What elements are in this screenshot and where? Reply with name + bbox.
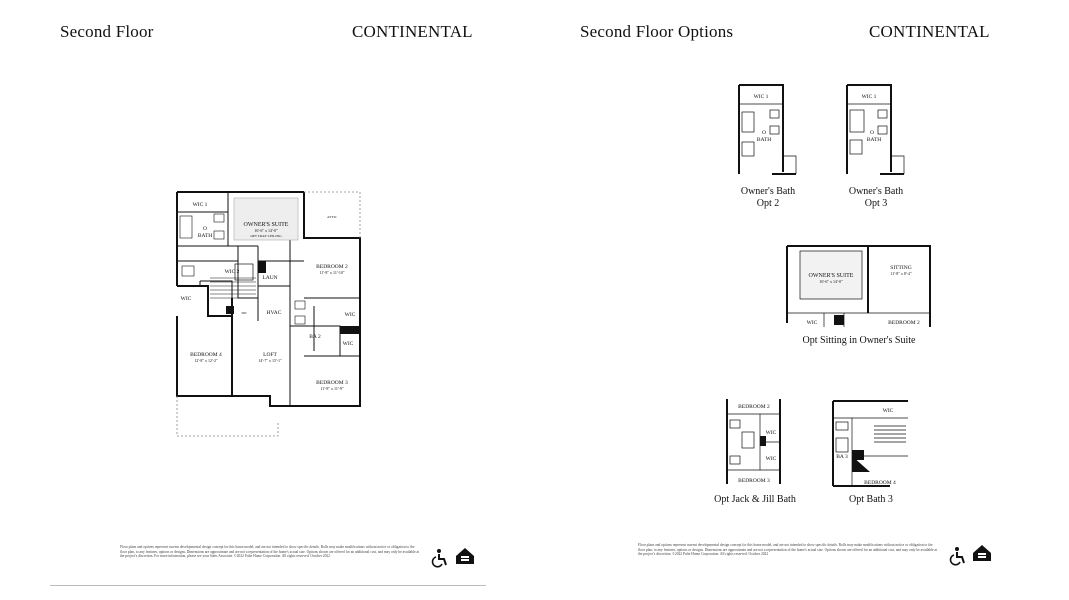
accessibility-icon bbox=[430, 548, 448, 568]
caption-owners-bath-opt2 bbox=[728, 186, 808, 210]
room-loft-dim: 14'-7" x 15'-1" bbox=[258, 358, 282, 363]
room-bedroom4-label: BEDROOM 4 bbox=[190, 352, 222, 358]
b3-bedroom4-label: BEDROOM 4 bbox=[864, 480, 896, 486]
room-bedroom2-label: BEDROOM 2 bbox=[316, 264, 348, 270]
second-floor-plan bbox=[170, 186, 370, 440]
sitting-room-dim: 11'-8" x 8'-4" bbox=[890, 271, 912, 276]
caption-line1: Owner's Bath bbox=[848, 186, 904, 197]
sitting-wic-label: WIC bbox=[806, 320, 818, 326]
opt3-bath-label: BATH bbox=[866, 137, 882, 143]
room-wic2-label: WIC 2 bbox=[224, 269, 240, 275]
brand-name: CONTINENTAL bbox=[869, 22, 990, 41]
second-floor-page bbox=[0, 0, 534, 600]
room-bath-label: O bbox=[203, 226, 207, 232]
opt2-bath-label: BATH bbox=[756, 137, 772, 143]
opt3-bath-o: O bbox=[870, 130, 874, 136]
opt-jack-jill-plan bbox=[724, 396, 786, 488]
room-bath-label-2: BATH bbox=[197, 233, 213, 239]
equal-housing-icon bbox=[971, 543, 993, 565]
room-bedroom2-dim: 11'-8" x 11'-10" bbox=[319, 270, 345, 275]
caption-owners-bath-opt3 bbox=[836, 186, 916, 210]
room-bedroom4-dim: 12'-8" x 12'-2" bbox=[194, 358, 218, 363]
owners-bath-opt2-plan bbox=[736, 82, 800, 182]
disclaimer-text: Floor plans and options represent current developmental design concept for this home model, and are not intended to show specific details. Rolls may make modifications without notice or obligation to the floor plan, to any features, options or designs. Dimensions are approximate and are not a representation of the home's actual size. Options shown are offered for an additional cost, and may only be available at the project's discretion. ©2022 Pulte Home Corporation. All rights reserved. October 2022 bbox=[638, 543, 938, 557]
room-attic-label: ATTIC bbox=[327, 215, 337, 219]
page-title: Second Floor bbox=[60, 22, 154, 41]
room-owners-suite-label: OWNER'S SUITE bbox=[243, 222, 289, 228]
opt2-bath-o: O bbox=[762, 130, 766, 136]
caption-opt-bath3: Opt Bath 3 bbox=[849, 494, 893, 505]
sitting-owners-dim: 16'-6" x 14'-0" bbox=[819, 279, 843, 284]
room-wic-right-label: WIC bbox=[344, 312, 356, 318]
jj-wic-bottom-label: WIC bbox=[765, 456, 777, 462]
opt3-wic1-label: WIC 1 bbox=[861, 94, 877, 100]
room-bedroom3-label: BEDROOM 3 bbox=[316, 380, 348, 386]
b3-wic-label: WIC bbox=[882, 408, 894, 414]
caption-opt-sitting: Opt Sitting in Owner's Suite bbox=[802, 335, 916, 346]
room-loft-label: LOFT bbox=[263, 352, 277, 358]
footer-rule bbox=[50, 585, 486, 586]
sitting-owners-suite-label: OWNER'S SUITE bbox=[808, 273, 854, 279]
sitting-room-label: SITTING bbox=[890, 265, 912, 271]
b3-ba3-label: BA 3 bbox=[836, 454, 848, 460]
room-owners-suite-dim: 16'-6" x 14'-0" bbox=[254, 228, 278, 233]
room-owners-suite-note: OPT TRAY CEILING bbox=[250, 234, 282, 238]
jj-bedroom2-label: BEDROOM 2 bbox=[738, 404, 770, 410]
room-wic-right2-label: WIC bbox=[342, 341, 354, 347]
opt2-wic1-label: WIC 1 bbox=[753, 94, 769, 100]
disclaimer-text: Floor plans and options represent current developmental design concept for this home model, and are not intended to show specific details. Rolls may make modifications without notice or obligation to the floor plan, to any features, options or designs. Dimensions are approximate and are not a representation of the home's actual size. Options shown are offered for an additional cost, and may only be available at the project's discretion. For more information, please see your Sales Associate. ©2022 Pulte Home Corporation. All rights reserved. October 2022 bbox=[120, 545, 420, 559]
opt-bath3-plan bbox=[830, 398, 910, 490]
room-wic1-label: WIC 1 bbox=[192, 202, 208, 208]
jj-bedroom3-label: BEDROOM 3 bbox=[738, 478, 770, 484]
stair-dn-label: DN bbox=[241, 311, 247, 315]
second-floor-options-page bbox=[534, 0, 1069, 600]
page-title: Second Floor Options bbox=[580, 22, 734, 41]
opt-sitting-plan bbox=[784, 243, 934, 331]
room-ba2-label: BA 2 bbox=[309, 334, 321, 340]
room-bedroom3-dim: 11'-8" x 11'-9" bbox=[320, 386, 344, 391]
room-wic-left-label: WIC bbox=[180, 296, 192, 302]
caption-line2: Opt 3 bbox=[864, 198, 888, 209]
jj-wic-top-label: WIC bbox=[765, 430, 777, 436]
caption-line1: Owner's Bath bbox=[740, 186, 796, 197]
room-hvac-label: HVAC bbox=[266, 310, 282, 316]
owners-bath-opt3-plan bbox=[844, 82, 908, 182]
accessibility-icon bbox=[948, 546, 966, 566]
room-laun-label: LAUN bbox=[262, 275, 278, 281]
caption-line2: Opt 2 bbox=[756, 198, 780, 209]
sitting-bedroom2-label: BEDROOM 2 bbox=[888, 320, 920, 326]
brand-name: CONTINENTAL bbox=[352, 22, 473, 41]
caption-opt-jack-jill: Opt Jack & Jill Bath bbox=[714, 494, 796, 505]
equal-housing-icon bbox=[454, 546, 476, 568]
